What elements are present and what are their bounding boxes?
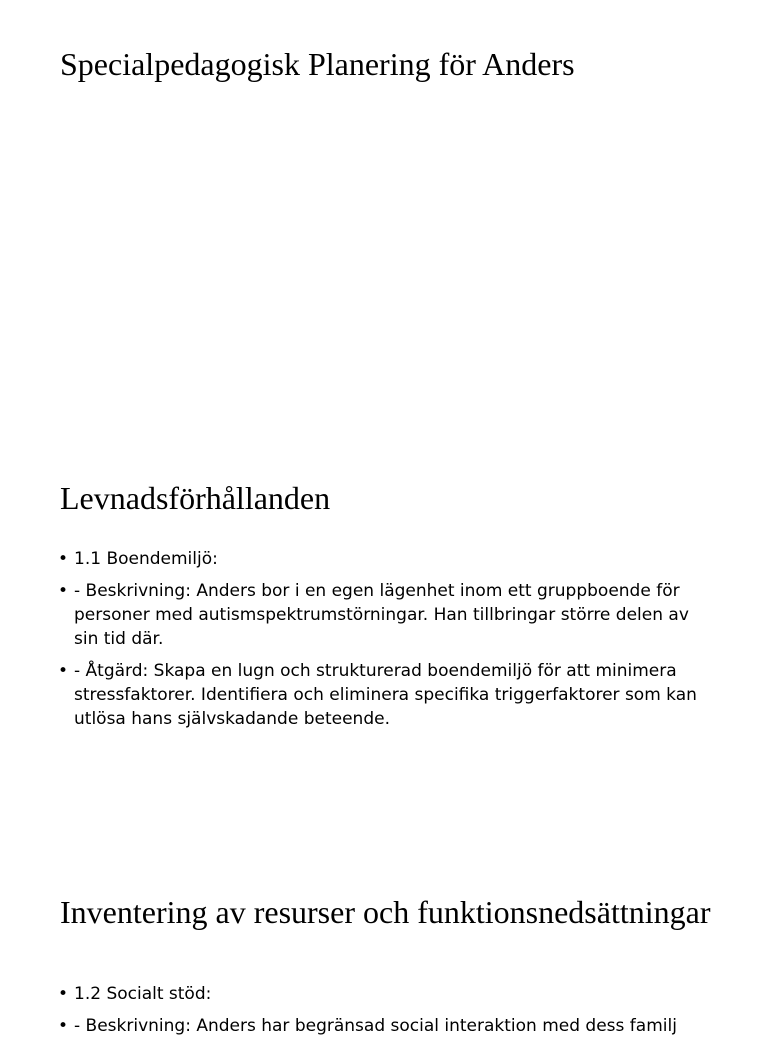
list-item-text: - Beskrivning: Anders bor i en egen lägenhet inom ett gruppboende för personer med autismspektrumstörningar. Han tillbringar större delen av sin tid där. (74, 581, 689, 649)
bullet-list (58, 982, 698, 1046)
list-item (58, 1014, 698, 1038)
slide-title: Specialpedagogisk Planering för Anders (60, 46, 575, 82)
slide-resources-inventory (0, 860, 768, 1036)
list-item-text: 1.2 Socialt stöd: (74, 984, 212, 1004)
bullet-list (58, 547, 698, 739)
bullet-icon: • (58, 1016, 69, 1036)
bullet-icon: • (58, 581, 69, 601)
list-item (58, 547, 698, 571)
list-item (58, 659, 698, 731)
slide-title: Levnadsförhållanden (60, 480, 331, 516)
list-item-text: - Beskrivning: Anders har begränsad social interaktion med dess familj (74, 1016, 677, 1036)
list-item-text: - Åtgärd: Skapa en lugn och strukturerad boendemiljö för att minimera stressfaktorer. Identifiera och eliminera specifika triggerfaktorer som kan utlösa hans självskadande beteende. (74, 661, 697, 729)
list-item (58, 982, 698, 1006)
bullet-icon: • (58, 549, 69, 569)
bullet-icon: • (58, 984, 69, 1004)
slide-title: Inventering av resurser och funktionsnedsättningar (60, 894, 711, 930)
bullet-icon: • (58, 661, 69, 681)
list-item-text: 1.1 Boendemiljö: (74, 549, 218, 569)
slide-title-page (0, 0, 768, 440)
list-item (58, 579, 698, 651)
slide-living-conditions (0, 440, 768, 860)
